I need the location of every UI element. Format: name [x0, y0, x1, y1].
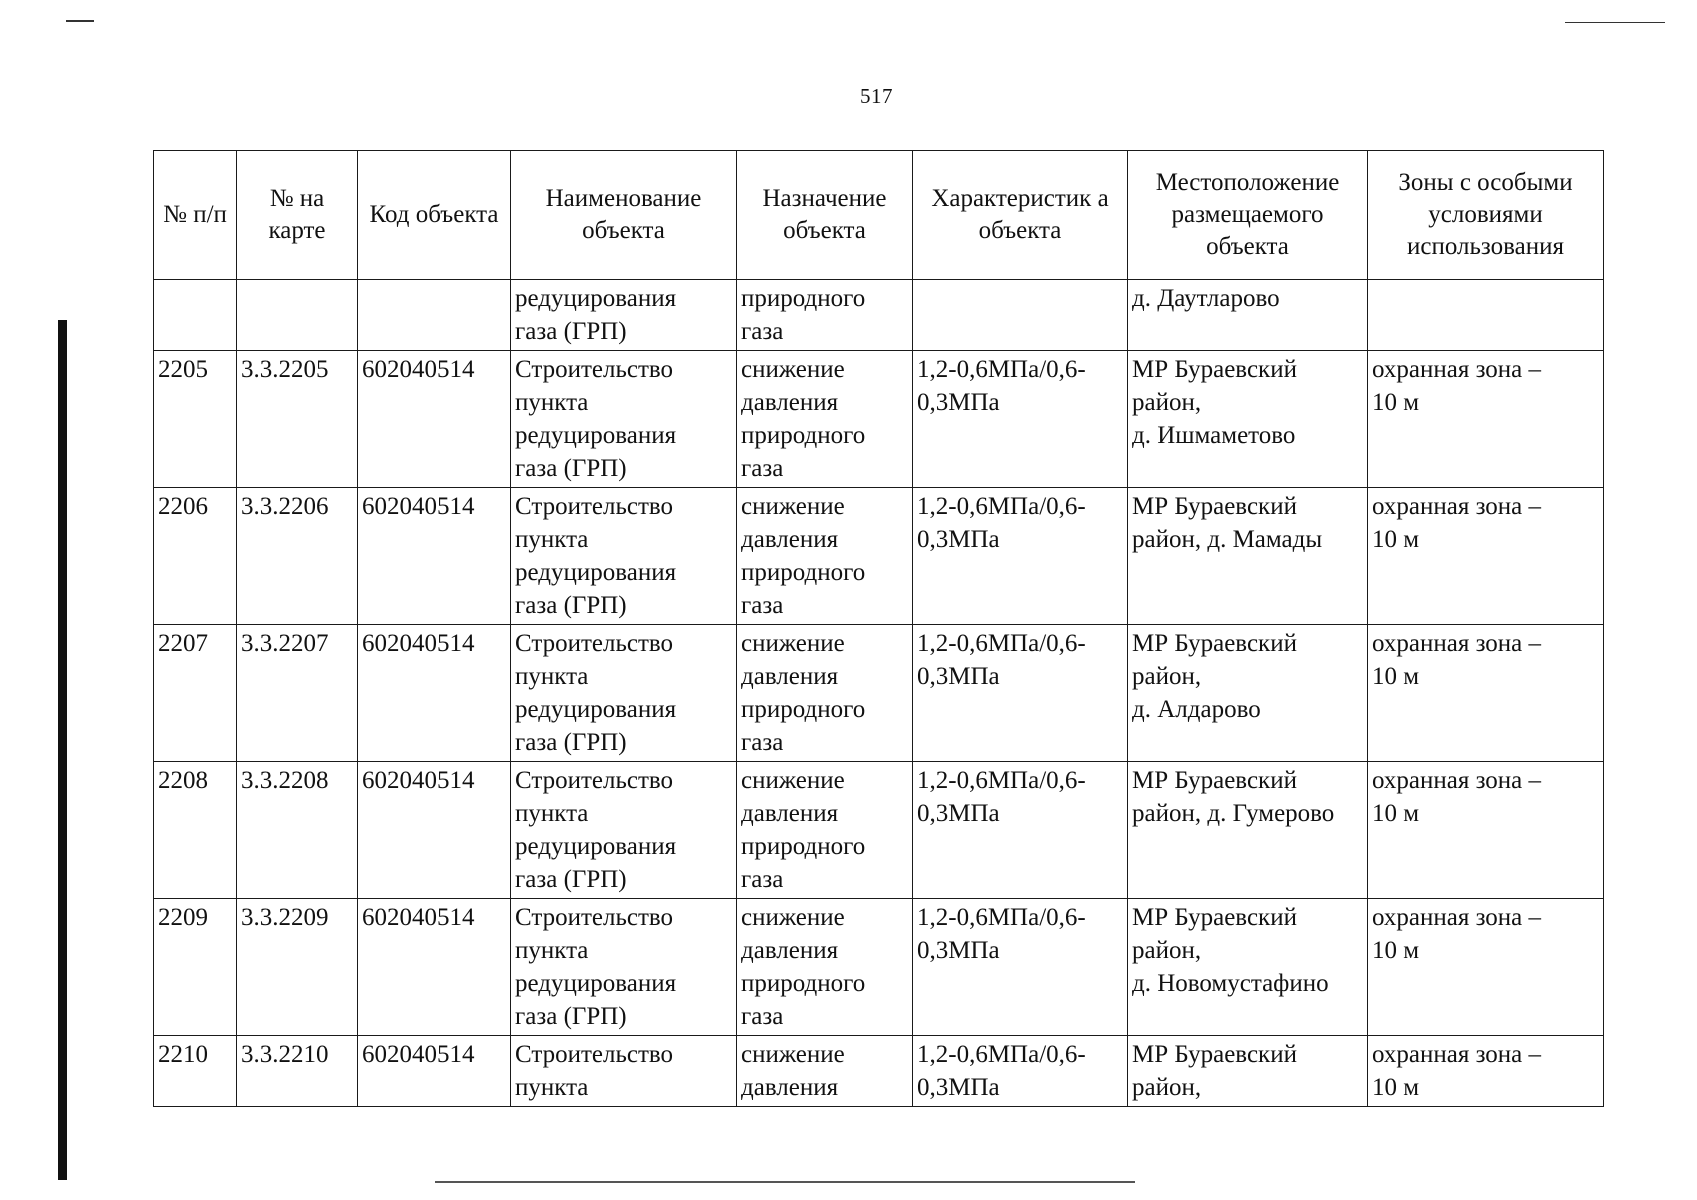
table-cell — [237, 280, 358, 351]
header-map-number: № на карте — [237, 151, 358, 280]
header-object-name: Наименование объекта — [511, 151, 737, 280]
table-cell: МР Бураевский район, д. Новомустафино — [1128, 899, 1368, 1036]
table-cell: 2209 — [154, 899, 237, 1036]
table-cell: 1,2-0,6МПа/0,6- 0,3МПа — [913, 762, 1128, 899]
page-number: 517 — [860, 84, 893, 108]
objects-table — [153, 150, 1604, 1107]
table-cell — [154, 280, 237, 351]
table-cell: снижение давления природного газа — [737, 899, 913, 1036]
table-cell: МР Бураевский район, д. Гумерово — [1128, 762, 1368, 899]
table-cell: 3.3.2205 — [237, 351, 358, 488]
table-cell: Строительство пункта редуцирования газа (ГРП) — [511, 762, 737, 899]
table-header-row — [154, 151, 1604, 280]
table-row — [154, 1036, 1604, 1107]
table-cell: снижение давления природного газа — [737, 625, 913, 762]
table-cell: 2210 — [154, 1036, 237, 1107]
table-cell: 602040514 — [358, 1036, 511, 1107]
table-cell: охранная зона – 10 м — [1368, 351, 1604, 488]
table-row — [154, 762, 1604, 899]
table-row — [154, 899, 1604, 1036]
table-cell: 1,2-0,6МПа/0,6- 0,3МПа — [913, 488, 1128, 625]
table-cell: 3.3.2210 — [237, 1036, 358, 1107]
header-object-characteristics: Характеристик а объекта — [913, 151, 1128, 280]
scan-artifact-bottom — [435, 1181, 1135, 1183]
table-cell: 602040514 — [358, 899, 511, 1036]
table-cell: 2206 — [154, 488, 237, 625]
table-cell: МР Бураевский район, д. Ишмаметово — [1128, 351, 1368, 488]
table-cell: снижение давления природного газа — [737, 351, 913, 488]
table-cell: 602040514 — [358, 351, 511, 488]
table-cell: 2207 — [154, 625, 237, 762]
table-cell: 3.3.2209 — [237, 899, 358, 1036]
table-cell: снижение давления природного газа — [737, 488, 913, 625]
table-cell: 1,2-0,6МПа/0,6- 0,3МПа — [913, 351, 1128, 488]
table-cell: снижение давления природного газа — [737, 762, 913, 899]
scan-artifact-top-left — [66, 20, 94, 22]
table-cell: 1,2-0,6МПа/0,6- 0,3МПа — [913, 899, 1128, 1036]
table-cell: охранная зона – 10 м — [1368, 1036, 1604, 1107]
header-object-code: Код объекта — [358, 151, 511, 280]
table-row — [154, 625, 1604, 762]
table-cell: охранная зона – 10 м — [1368, 762, 1604, 899]
table-cell: Строительство пункта редуцирования газа (ГРП) — [511, 625, 737, 762]
table-cell: 1,2-0,6МПа/0,6- 0,3МПа — [913, 1036, 1128, 1107]
table-cell: Строительство пункта — [511, 1036, 737, 1107]
table-cell: 602040514 — [358, 625, 511, 762]
table-cell: 3.3.2207 — [237, 625, 358, 762]
header-object-purpose: Назначение объекта — [737, 151, 913, 280]
table-cell: МР Бураевский район, — [1128, 1036, 1368, 1107]
header-special-zones: Зоны с особыми условиями использования — [1368, 151, 1604, 280]
table-row-continuation — [154, 280, 1604, 351]
table-cell: 2205 — [154, 351, 237, 488]
table-cell: охранная зона – 10 м — [1368, 899, 1604, 1036]
table-cell: д. Даутларово — [1128, 280, 1368, 351]
table-cell: Строительство пункта редуцирования газа (ГРП) — [511, 351, 737, 488]
table-cell: природного газа — [737, 280, 913, 351]
scan-artifact-top-right — [1565, 22, 1665, 23]
table-cell: редуцирования газа (ГРП) — [511, 280, 737, 351]
header-row-number: № п/п — [154, 151, 237, 280]
table-cell: 602040514 — [358, 488, 511, 625]
table-row — [154, 488, 1604, 625]
table-cell: МР Бураевский район, д. Мамады — [1128, 488, 1368, 625]
table-cell: 602040514 — [358, 762, 511, 899]
table-cell: Строительство пункта редуцирования газа (ГРП) — [511, 488, 737, 625]
table-cell: охранная зона – 10 м — [1368, 488, 1604, 625]
table-cell: Строительство пункта редуцирования газа (ГРП) — [511, 899, 737, 1036]
table-row — [154, 351, 1604, 488]
header-object-location: Местоположение размещаемого объекта — [1128, 151, 1368, 280]
table-cell: 3.3.2206 — [237, 488, 358, 625]
table-cell: 3.3.2208 — [237, 762, 358, 899]
table-cell: 1,2-0,6МПа/0,6- 0,3МПа — [913, 625, 1128, 762]
table-cell: снижение давления — [737, 1036, 913, 1107]
table-cell: охранная зона – 10 м — [1368, 625, 1604, 762]
table-cell — [913, 280, 1128, 351]
table-cell: МР Бураевский район, д. Алдарово — [1128, 625, 1368, 762]
table-cell — [1368, 280, 1604, 351]
scan-artifact-left-margin — [58, 320, 67, 1180]
table-cell — [358, 280, 511, 351]
table-cell: 2208 — [154, 762, 237, 899]
